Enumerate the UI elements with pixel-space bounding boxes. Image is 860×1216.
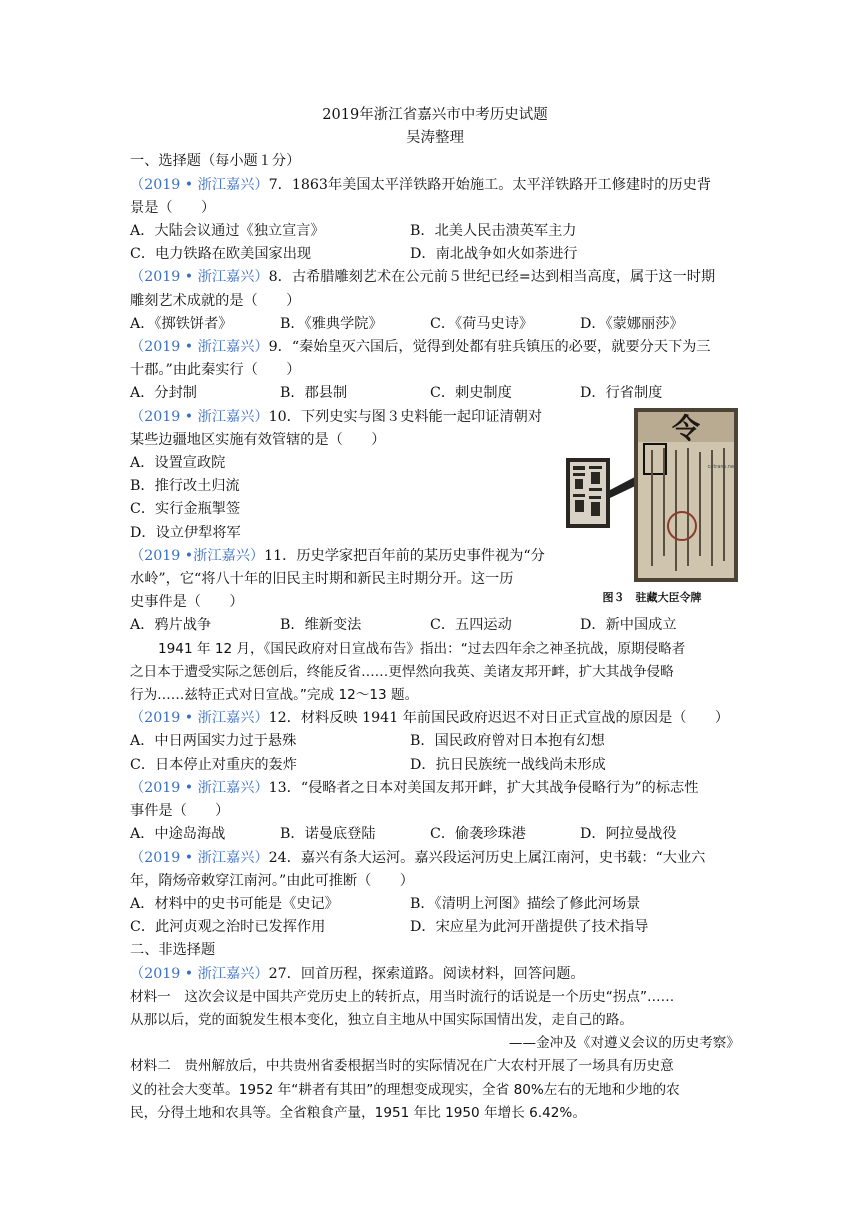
question-source: （2019 • 浙江嘉兴） bbox=[130, 269, 269, 286]
question-7-stem-cont: 景是（ ） bbox=[130, 199, 216, 216]
option-d: D．宋应星为此河开凿提供了技术指导 bbox=[410, 919, 649, 936]
option-b: B．诺曼底登陆 bbox=[280, 826, 376, 843]
question-10-stem-cont: 某些边疆地区实施有效管辖的是（ ） bbox=[130, 431, 386, 448]
passage-line-1: 1941 年 12 月，《国民政府对日宣战布告》指出：“过去四年余之神圣抗战，原期侵略者 bbox=[158, 640, 686, 657]
option-a: A．大陆会议通过《独立宣言》 bbox=[130, 223, 325, 240]
question-24-options-row2 bbox=[130, 916, 740, 939]
option-a: A．《掷铁饼者》 bbox=[130, 315, 233, 332]
exam-title: 2019年浙江省嘉兴市中考历史试题 bbox=[322, 107, 548, 123]
option-d: D．设立伊犁将军 bbox=[130, 524, 241, 541]
figure-3-tablet-image bbox=[564, 406, 740, 602]
tablet-character: 令 bbox=[671, 411, 701, 445]
option-d: D．《蒙娜丽莎》 bbox=[580, 315, 684, 332]
question-13-stem-cont: 事件是（ ） bbox=[130, 803, 230, 820]
question-9-stem: （2019 • 浙江嘉兴）9．“秦始皇灭六国后，觉得到处都有驻兵镇压的必要，就要分天下为三 bbox=[130, 339, 711, 356]
material-2-line-2: 义的社会大变革。1952 年“耕者有其田”的理想变成现实，全省 80%左右的无地和少地的农 bbox=[130, 1081, 680, 1098]
exam-page bbox=[130, 104, 740, 1125]
question-source: （2019 • 浙江嘉兴） bbox=[130, 408, 269, 425]
question-8-stem-cont: 雕刻艺术成就的是（ ） bbox=[130, 292, 301, 309]
option-c: C．五四运动 bbox=[430, 617, 512, 634]
question-8-options bbox=[130, 313, 740, 336]
question-7-stem: （2019 • 浙江嘉兴）7．1863年美国太平洋铁路开始施工。太平洋铁路开工修建时的历史背 bbox=[130, 176, 712, 193]
question-source: （2019 • 浙江嘉兴） bbox=[130, 710, 269, 727]
question-12-stem: （2019 • 浙江嘉兴）12．材料反映 1941 年前国民政府迟迟不对日正式宣战的原因是（ ） bbox=[130, 710, 730, 727]
question-24-stem: （2019 • 浙江嘉兴）24．嘉兴有条大运河。嘉兴段运河历史上属江南河，史书载：“大业六 bbox=[130, 849, 706, 866]
question-7-options-row2 bbox=[130, 243, 740, 266]
question-12-options-row1 bbox=[130, 730, 740, 753]
question-source: （2019 •浙江嘉兴） bbox=[130, 547, 265, 564]
option-a: A．中途岛海战 bbox=[130, 826, 226, 843]
option-b: B．《清明上河图》描绘了修此河场景 bbox=[410, 895, 641, 912]
option-b: B．郡县制 bbox=[280, 385, 348, 402]
section-nonchoice-heading: 二、非选择题 bbox=[130, 942, 216, 959]
question-27-stem: （2019 • 浙江嘉兴）27．回首历程，探索道路。阅读材料，回答问题。 bbox=[130, 965, 585, 982]
option-d: D．抗日民族统一战线尚未形成 bbox=[410, 756, 606, 773]
question-11-stem: （2019 •浙江嘉兴）11．历史学家把百年前的某历史事件视为“分 bbox=[130, 547, 545, 564]
question-11-stem-cont2: 史事件是（ ） bbox=[130, 594, 244, 611]
option-d: D．行省制度 bbox=[580, 385, 663, 402]
question-7-options-row1 bbox=[130, 220, 740, 243]
material-1-source: ——金冲及《对遵义会议的历史考察》 bbox=[508, 1035, 740, 1052]
question-13-options bbox=[130, 823, 740, 846]
option-c: C．电力铁路在欧美国家出现 bbox=[130, 246, 312, 263]
material-2-line-1: 材料二 贵州解放后，中共贵州省委根据当时的实际情况在广大农村开展了一场具有历史意 bbox=[130, 1058, 674, 1075]
option-a: A．设置宣政院 bbox=[130, 455, 226, 472]
question-11-options bbox=[130, 614, 740, 637]
question-source: （2019 • 浙江嘉兴） bbox=[130, 849, 269, 866]
material-1-line-1: 材料一 这次会议是中国共产党历史上的转折点，用当时流行的话说是一个历史“拐点”…… bbox=[130, 988, 675, 1005]
option-a: A．分封制 bbox=[130, 385, 197, 402]
question-8-stem: （2019 • 浙江嘉兴）8．古希腊雕刻艺术在公元前５世纪已经=达到相当高度，属于这一时期 bbox=[130, 269, 716, 286]
option-a: A．中日两国实力过于悬殊 bbox=[130, 733, 297, 750]
option-d: D．新中国成立 bbox=[580, 617, 677, 634]
question-13-stem: （2019 • 浙江嘉兴）13．“侵略者之日本对美国友邦开衅，扩大其战争侵略行为”的标志性 bbox=[130, 779, 699, 796]
question-9-options bbox=[130, 382, 740, 405]
option-a: A．鸦片战争 bbox=[130, 617, 212, 634]
question-source: （2019 • 浙江嘉兴） bbox=[130, 176, 269, 193]
option-c: C．此河贞观之治时已发挥作用 bbox=[130, 919, 326, 936]
material-1-line-2: 从那以后，党的面貌发生根本变化，独立自主地从中国实际国情出发，走自己的路。 bbox=[130, 1011, 633, 1028]
question-source: （2019 • 浙江嘉兴） bbox=[130, 339, 269, 356]
compiler-name: 吴涛整理 bbox=[406, 130, 464, 147]
question-24-options-row1 bbox=[130, 893, 740, 916]
option-b: B．北美人民击溃英军主力 bbox=[410, 223, 577, 240]
option-c: C．日本停止对重庆的轰炸 bbox=[130, 756, 297, 773]
option-d: D．南北战争如火如荼进行 bbox=[410, 246, 578, 263]
passage-line-2: 之日本于遭受实际之惩创后，终能反省……更悍然向我英、美诸友邦开衅，扩大其战争侵略 bbox=[130, 663, 674, 680]
option-c: C．刺史制度 bbox=[430, 385, 512, 402]
question-9-stem-cont: 十郡。”由此秦实行（ ） bbox=[130, 362, 301, 379]
question-source: （2019 • 浙江嘉兴） bbox=[130, 779, 269, 796]
material-2-line-3: 民，分得土地和农具等。全省粮食产量，1951 年比 1950 年增长 6.42%。 bbox=[130, 1104, 586, 1121]
option-b: B．《雅典学院》 bbox=[280, 315, 383, 332]
option-b: B．国民政府曾对日本抱有幻想 bbox=[410, 733, 605, 750]
tablet-photo bbox=[564, 406, 740, 584]
option-c: C．《荷马史诗》 bbox=[430, 315, 534, 332]
question-source: （2019 • 浙江嘉兴） bbox=[130, 965, 269, 982]
question-11-stem-cont: 水岭”，它“将八十年的旧民主时期和新民主时期分开。这一历 bbox=[130, 571, 514, 588]
question-24-stem-cont: 年，隋炀帝敕穿江南河。”由此可推断（ ） bbox=[130, 872, 414, 889]
figure-caption: 图３ 驻藏大臣令牌 bbox=[602, 590, 702, 604]
option-d: D．阿拉曼战役 bbox=[580, 826, 677, 843]
option-a: A．材料中的史书可能是《史记》 bbox=[130, 895, 339, 912]
option-c: C．偷袭珍珠港 bbox=[430, 826, 526, 843]
passage-line-3: 行为……兹特正式对日宣战。”完成 12～13 题。 bbox=[130, 687, 419, 704]
question-12-options-row2 bbox=[130, 754, 740, 777]
option-b: B．维新变法 bbox=[280, 617, 362, 634]
watermark-text: catrans.net bbox=[707, 463, 736, 470]
section-choice-heading: 一、选择题（每小题１分） bbox=[130, 153, 301, 170]
question-10-stem: （2019 • 浙江嘉兴）10．下列史实与图３史料能一起印证清朝对 bbox=[130, 408, 543, 425]
option-b: B．推行改土归流 bbox=[130, 478, 240, 495]
option-c: C．实行金瓶掣签 bbox=[130, 501, 241, 518]
